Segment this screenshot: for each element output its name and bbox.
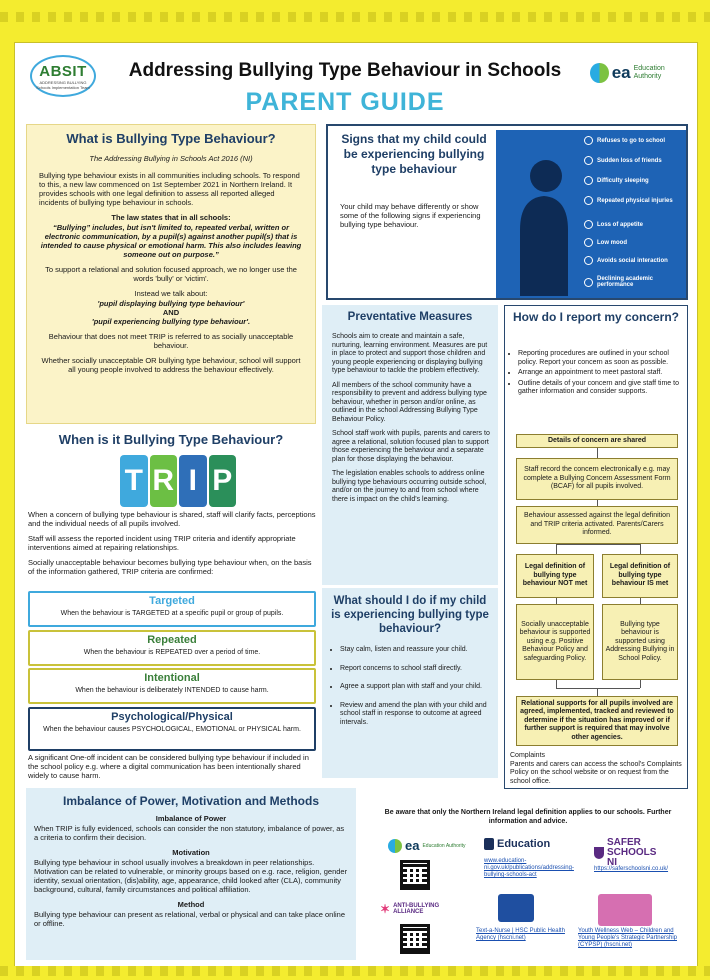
- sign-icon: [584, 176, 593, 185]
- trip-letter-t: T: [120, 455, 148, 507]
- sign-icon: [584, 238, 593, 247]
- criterion-repeated: Repeated When the behaviour is REPEATED over a period of time.: [28, 630, 316, 666]
- youth-wellness-image: [598, 894, 652, 926]
- signs-text: Your child may behave differently or show some of the following signs if experiencing bullying type behaviour.: [340, 202, 481, 229]
- flow-connector: [556, 544, 640, 545]
- unacceptable-note: Behaviour that does not meet TRIP is referred to as socially unacceptable behaviour.: [48, 332, 294, 350]
- signs-illustration: [496, 130, 686, 298]
- list-item: • Review and amend the plan with your child and school staff in response to outcome at agreed intervals.: [340, 702, 492, 728]
- list-item: • Outline details of your concern and give staff time to gather information and consider supports.: [518, 380, 686, 397]
- complaints-title: Complaints: [510, 752, 546, 759]
- trip-letter-r: R: [150, 455, 178, 507]
- flow-relational-supports: Relational supports for all pupils involved are agreed, implemented, tracked and reviewed to determine if the situation has improved or if further support is required that may involve other agencies.: [516, 696, 678, 746]
- aba-star-icon: ✶: [380, 902, 391, 916]
- aba-qr-code[interactable]: [400, 924, 430, 954]
- what-should-section: [322, 588, 498, 778]
- flow-connector: [597, 448, 598, 458]
- what-is-heading: What is Bullying Type Behaviour?: [66, 131, 276, 146]
- act-name: The Addressing Bullying in Schools Act 2016 (NI): [89, 154, 253, 163]
- ea-logo-icon: [590, 63, 609, 83]
- flow-not-met: Legal definition of bullying type behaviour NOT met: [516, 554, 594, 598]
- trip-letter-i: I: [179, 455, 207, 507]
- flow-connector: [597, 688, 598, 696]
- text-a-nurse-link[interactable]: Text-a-Nurse | HSC Public Health Agency (hscni.net): [476, 928, 565, 941]
- safer-schools-logo: SAFER SCHOOLS NI: [594, 838, 659, 868]
- sign-item: Sudden loss of friends: [584, 156, 662, 165]
- flow-connector: [556, 544, 557, 554]
- trip-confirmed: Socially unacceptable behaviour becomes bullying type behaviour when, on the basis of the information gathered, TRIP criteria are confirmed:: [28, 558, 312, 576]
- ea-qr-code[interactable]: [400, 860, 430, 890]
- list-item: • Stay calm, listen and reassure your child.: [340, 646, 492, 655]
- sign-item: Declining academic performance: [584, 276, 682, 288]
- sign-icon: [584, 196, 593, 205]
- relational-note: To support a relational and solution focused approach, we no longer use the words 'bully' or 'victim'.: [45, 265, 297, 283]
- trip-puzzle: [120, 455, 236, 507]
- child-silhouette-icon: [510, 150, 572, 296]
- flow-step-assess: Behaviour assessed against the legal definition and TRIP criteria activated. Parents/Carers informed.: [516, 506, 678, 544]
- when-is-text: [28, 510, 316, 582]
- shield-icon: [594, 847, 604, 859]
- youth-wellness-link[interactable]: Youth Wellness Web – Children and Young People's Strategic Partnership (CYPSP) (hscni.net): [578, 928, 677, 948]
- assess-incident: Staff will assess the reported incident using TRIP criteria and identify appropriate interventions aimed at repairing relationships.: [28, 534, 296, 552]
- preventative-p2: All members of the school community have a responsibility to prevent and address bullying type behaviour, whether in person and/or online, as outlined in the school Addressing Bullying Type Behaviour Policy.: [332, 381, 487, 423]
- one-off-note: A significant One-off incident can be considered bullying type behaviour if included in the school policy e.g. where a digital communication has been intentionally shared widely to cause harm.: [28, 753, 309, 780]
- list-item: • Reporting procedures are outlined in your school policy. Report your concern as soon as possible.: [518, 350, 686, 367]
- preventative-p4: The legislation enables schools to address online bullying type behaviours occurring outside school, and/or on the journey to and from school where there is impact on the child's learning.: [332, 470, 487, 503]
- when-is-heading: When is it Bullying Type Behaviour?: [58, 432, 284, 447]
- imbalance-power-title: Imbalance of Power: [155, 814, 227, 823]
- sign-icon: [584, 136, 593, 145]
- flow-unacceptable-support: Socially unacceptable behaviour is supported using e.g. Positive Behaviour Policy and safeguarding Policy.: [516, 604, 594, 680]
- preventative-p3: School staff work with pupils, parents and carers to agree a relational, solution focused plan to support those experiencing the behaviour and a separate plan for those displaying the behaviour.: [332, 430, 490, 463]
- ea-resource-logo: ea Education Authority: [388, 838, 466, 853]
- resources-note: Be aware that only the Northern Ireland legal definition applies to our schools. Further information and advice.: [384, 809, 672, 825]
- support-note: Whether socially unacceptable OR bullying type behaviour, school will support all young people involved to address the behaviour effectively.: [41, 356, 301, 374]
- signs-heading: Signs that my child could be experiencing bullying type behaviour: [341, 132, 487, 176]
- criterion-psychological: Psychological/Physical When the behaviour causes PSYCHOLOGICAL, EMOTIONAL or PHYSICAL harm.: [28, 707, 316, 751]
- flow-step-shared: Details of concern are shared: [516, 434, 678, 448]
- sign-item: Low mood: [584, 238, 627, 247]
- imbalance-power-text: When TRIP is fully evidenced, schools can consider the non statutory, imbalance of power, as a criteria to confirm their decision.: [34, 824, 345, 842]
- method-text: Bullying type behaviour can present as relational, verbal or physical and can take place online or offline.: [34, 910, 346, 928]
- motivation-title: Motivation: [172, 848, 210, 857]
- flow-is-met: Legal definition of bullying type behaviour IS met: [602, 554, 678, 598]
- report-heading: How do I report my concern?: [512, 310, 680, 324]
- imbalance-heading: Imbalance of Power, Motivation and Methods: [62, 794, 320, 808]
- imbalance-section: [26, 788, 356, 960]
- list-item: • Report concerns to school staff directly.: [340, 665, 492, 674]
- sign-icon: [584, 156, 593, 165]
- preventative-heading: Preventative Measures: [347, 311, 473, 323]
- complaints-text: Parents and carers can access the school's Complaints Policy on the school website or on request from the school office.: [510, 760, 682, 785]
- ea-logo-icon: [388, 839, 402, 853]
- what-should-list: [322, 636, 498, 727]
- sign-icon: [584, 220, 593, 229]
- what-is-section: [26, 124, 316, 424]
- list-item: • Arrange an appointment to meet pastoral staff.: [518, 369, 686, 378]
- doe-logo: Education: [484, 838, 550, 850]
- doe-link[interactable]: www.education-ni.gov.uk/publications/addressing-bullying-schools-act: [484, 858, 574, 878]
- criterion-targeted: Targeted When the behaviour is TARGETED at a specific pupil or group of pupils.: [28, 591, 316, 627]
- sign-item: Avoids social interaction: [584, 256, 674, 265]
- what-should-heading: What should I do if my child is experiencing bullying type behaviour?: [331, 595, 489, 635]
- sign-item: Repeated physical injuries: [584, 196, 674, 205]
- flow-connector: [556, 688, 640, 689]
- method-title: Method: [177, 900, 205, 909]
- page-title: Addressing Bullying Type Behaviour in Schools: [128, 60, 562, 81]
- ea-logo: ea Education Authority: [590, 58, 690, 88]
- flow-step-record: Staff record the concern electronically e.g. may complete a Bullying Concern Assessment Form (BCAF) for all pupils involved.: [516, 458, 678, 500]
- legal-definition: “Bullying” includes, but isn't limited to, repeated verbal, written or electronic communication, by a pupil(s) against another pupil(s) that is intended to cause physical or emotional harm. This also includes leaving someone out on purpose.”: [40, 223, 302, 259]
- motivation-text: Bullying type behaviour in school usually involves a breakdown in peer relationships. Motivation can be related to vulnerable, or minority groups based on e.g. race, religion, gender identity, sexual orientation, (dis)ability, age, appearance, child looked after (CLA), community background, cultural, family circumstances and political affiliation.: [34, 858, 348, 894]
- top-border: [0, 12, 710, 22]
- sign-item: Difficulty sleeping: [584, 176, 649, 185]
- aba-logo: ✶ ANTI-BULLYING ALLIANCE: [380, 902, 440, 916]
- sign-icon: [584, 256, 593, 265]
- phrase-displaying: 'pupil displaying bullying type behaviour': [97, 299, 245, 308]
- instead-label: Instead we talk about:: [134, 289, 208, 298]
- preventative-section: [322, 305, 498, 585]
- bottom-border: [0, 966, 710, 976]
- criterion-intentional: Intentional When the behaviour is deliberately INTENDED to cause harm.: [28, 668, 316, 704]
- safer-schools-link[interactable]: https://saferschoolsni.co.uk/: [594, 866, 669, 872]
- flow-connector: [640, 544, 641, 554]
- sign-item: Loss of appetite: [584, 220, 643, 229]
- what-is-intro: Bullying type behaviour exists in all communities including schools. To respond to this, a new law commenced on 1st September 2021 in Northern Ireland. It provides schools with one legal definition to assess all reported alleged incidents of bullying type behaviour in schools.: [39, 171, 300, 207]
- absit-logo: ABSIT ADDRESSING BULLYING Schools Implementation Team: [30, 55, 96, 97]
- clarify-facts: When a concern of bullying type behaviour is shared, staff will clarify facts, perceptions and the individual needs of all pupils involved.: [28, 510, 316, 528]
- text-a-nurse-image: [498, 894, 534, 922]
- sign-item: Refuses to go to school: [584, 136, 665, 145]
- page-subtitle: PARENT GUIDE: [245, 88, 445, 116]
- preventative-p1: Schools aim to create and maintain a safe, nurturing, learning environment. Measures are put in place to protect and support those children and young people experiencing or displaying bullying type behaviour to tackle the problem effectively.: [332, 333, 488, 374]
- list-item: • Agree a support plan with staff and your child.: [340, 683, 492, 692]
- complaints: [510, 752, 684, 786]
- flow-connector: [556, 680, 557, 688]
- law-states: The law states that in all schools:: [111, 213, 231, 222]
- report-list: [508, 350, 686, 402]
- phrase-experiencing: 'pupil experiencing bullying type behaviour'.: [91, 317, 251, 326]
- trip-letter-p: P: [209, 455, 237, 507]
- flow-connector: [640, 680, 641, 688]
- and-label: AND: [162, 308, 180, 317]
- sign-icon: [584, 278, 593, 287]
- crest-icon: [484, 838, 494, 850]
- flow-bullying-support: Bullying type behaviour is supported using Addressing Bullying in School Policy.: [602, 604, 678, 680]
